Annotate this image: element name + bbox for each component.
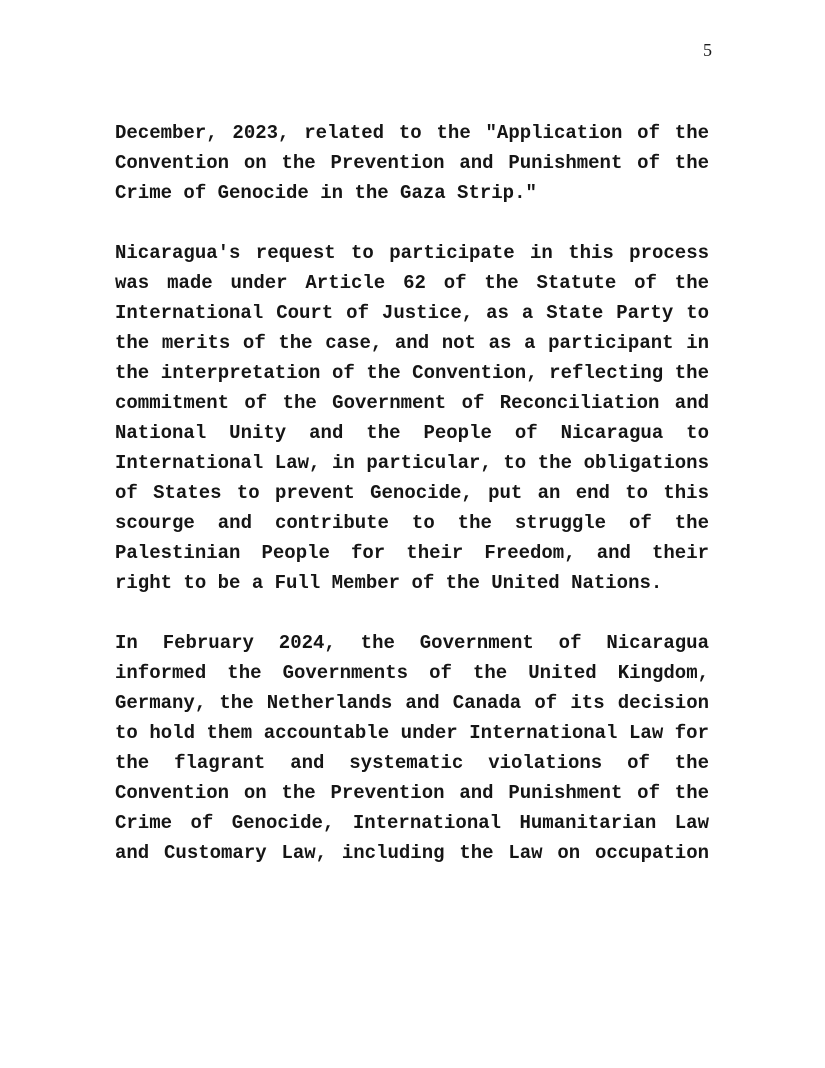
text-line: Crime of Genocide, International Humanitarian Law: [115, 812, 709, 834]
text-line: Crime of Genocide in the Gaza Strip.": [115, 182, 537, 204]
text-line: International Law, in particular, to the obligations: [115, 452, 709, 474]
text-line: International Court of Justice, as a State Party to: [115, 302, 709, 324]
text-line: National Unity and the People of Nicaragua to: [115, 422, 709, 444]
text-line: informed the Governments of the United Kingdom,: [115, 662, 709, 684]
text-line: Convention on the Prevention and Punishment of the: [115, 152, 709, 174]
text-line: the merits of the case, and not as a participant in: [115, 332, 709, 354]
text-line: Nicaragua's request to participate in this process: [115, 242, 709, 264]
text-line: Palestinian People for their Freedom, and their: [115, 542, 709, 564]
text-line: Germany, the Netherlands and Canada of its decision: [115, 692, 709, 714]
paragraph: [115, 628, 709, 868]
text-line: of States to prevent Genocide, put an end to this: [115, 482, 709, 504]
text-line: Convention on the Prevention and Punishment of the: [115, 782, 709, 804]
text-line: the flagrant and systematic violations of the: [115, 752, 709, 774]
text-line: commitment of the Government of Reconciliation and: [115, 392, 709, 414]
text-line: to hold them accountable under International Law for: [115, 722, 709, 744]
text-line: In February 2024, the Government of Nicaragua: [115, 632, 709, 654]
text-line: was made under Article 62 of the Statute of the: [115, 272, 709, 294]
document-body: [115, 118, 709, 868]
text-line: scourge and contribute to the struggle of the: [115, 512, 709, 534]
text-line: and Customary Law, including the Law on occupation: [115, 842, 709, 864]
text-line: right to be a Full Member of the United Nations.: [115, 572, 663, 594]
page-number: 5: [703, 40, 712, 60]
paragraph: [115, 118, 709, 208]
paragraph: [115, 238, 709, 598]
text-line: the interpretation of the Convention, reflecting the: [115, 362, 709, 384]
text-line: December, 2023, related to the "Application of the: [115, 122, 709, 144]
